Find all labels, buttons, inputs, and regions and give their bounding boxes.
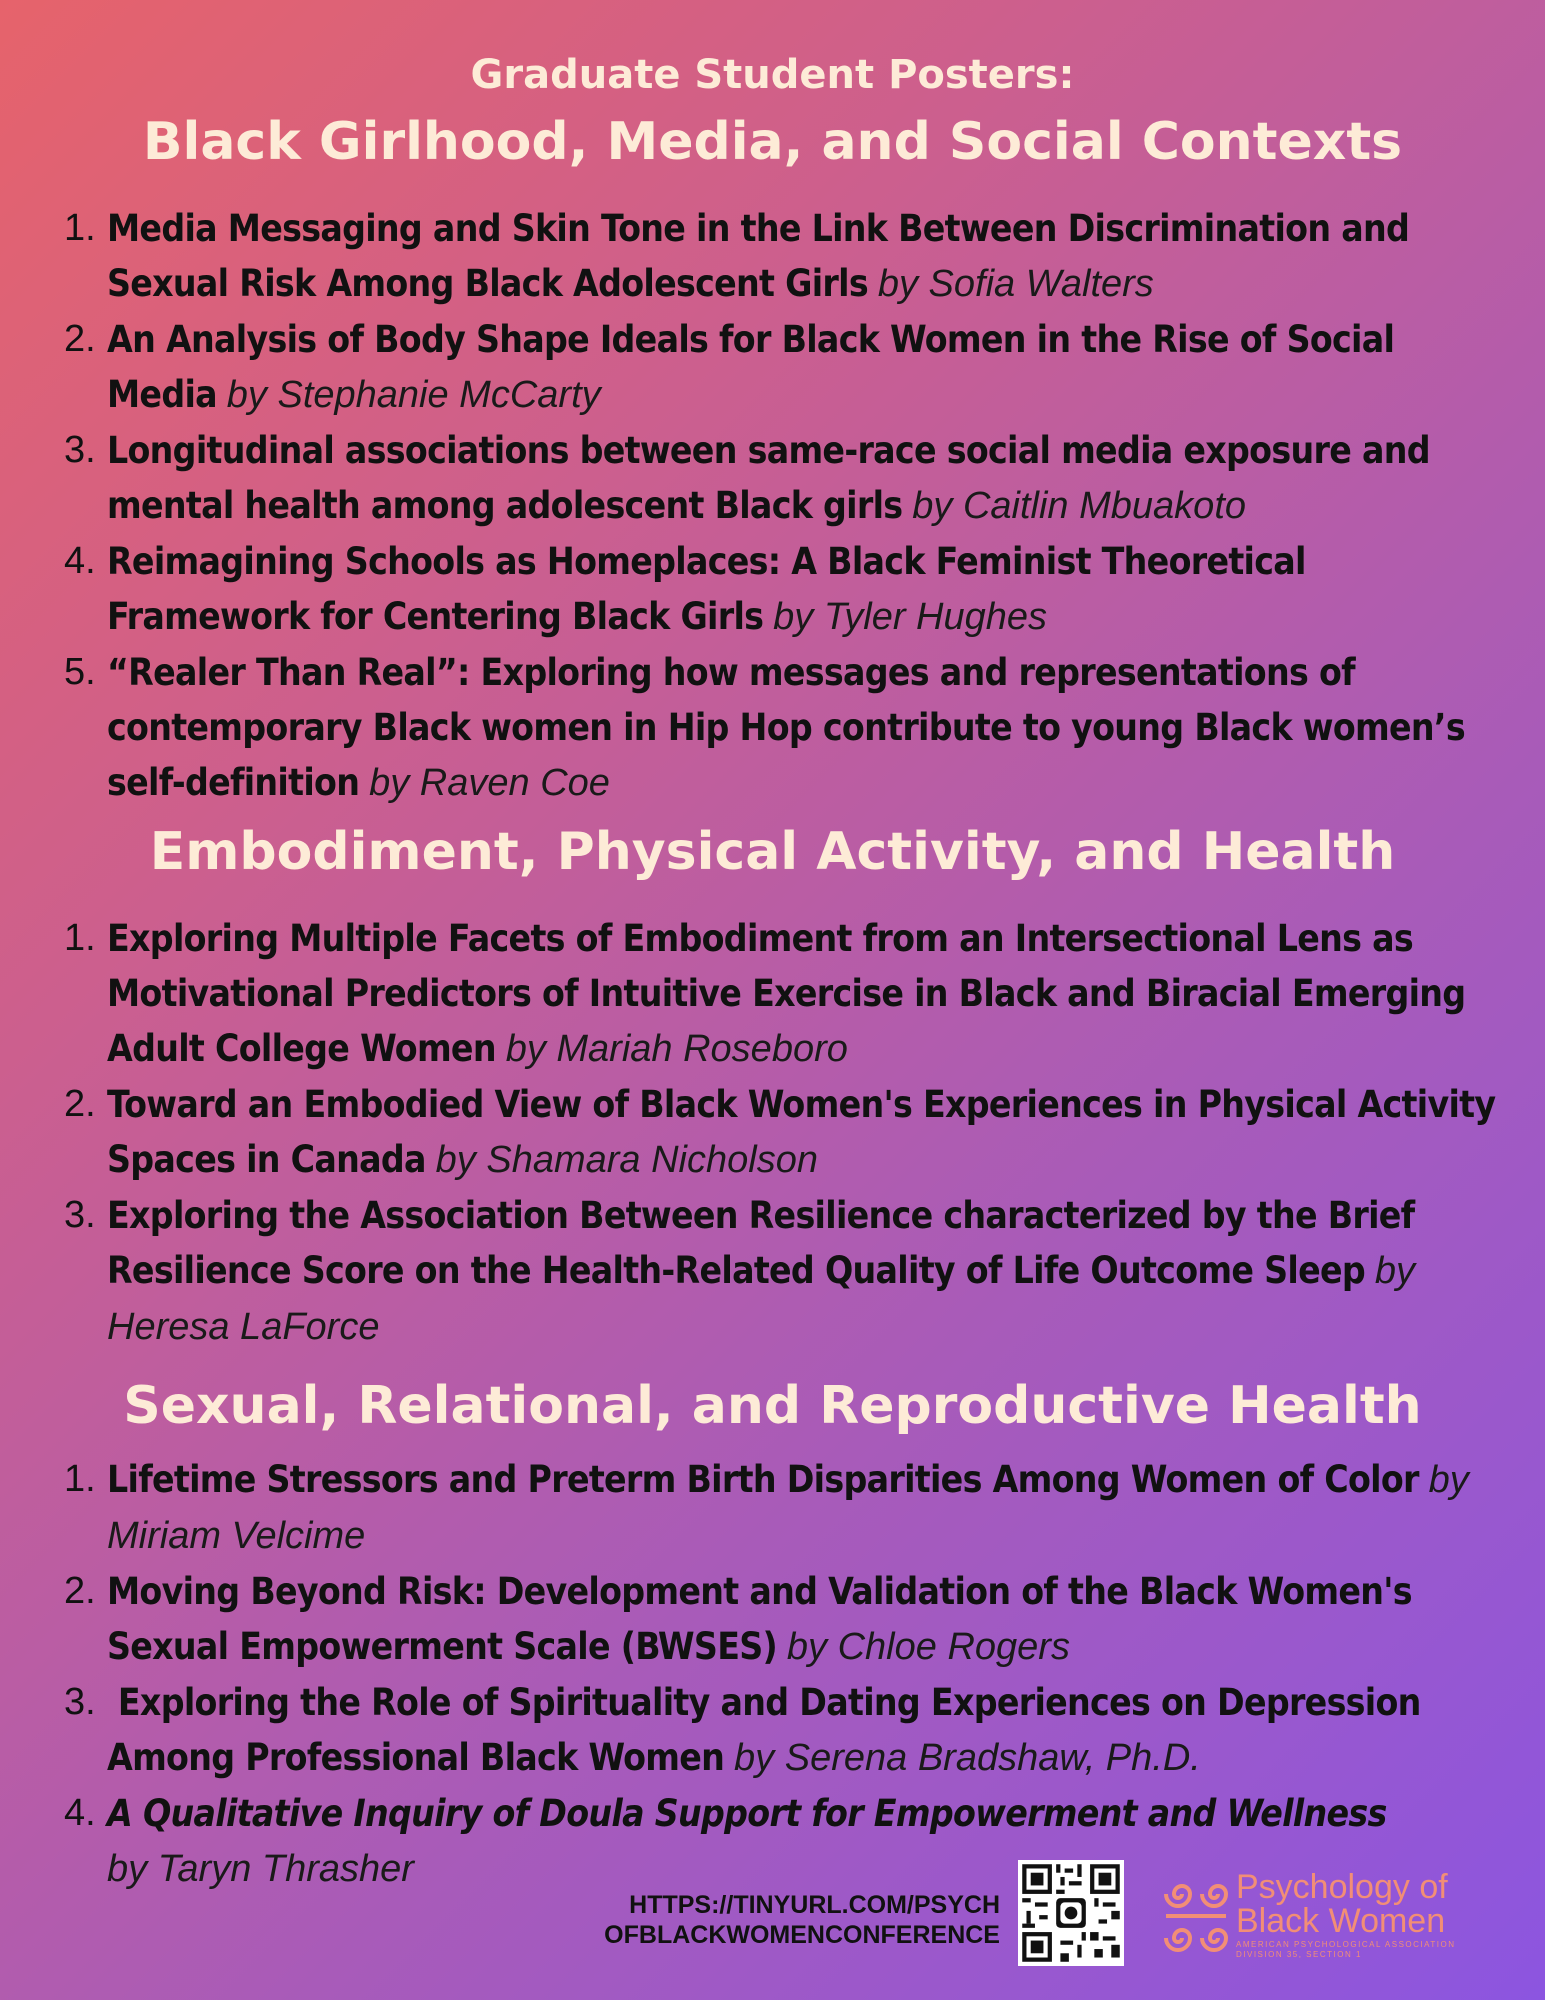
poster-author: by Shamara Nicholson: [435, 1139, 818, 1181]
list-item: [0, 645, 1507, 811]
section-heading-sexual-health: Sexual, Relational, and Reproductive Health: [123, 1376, 1422, 1436]
poster-author: by Heresa LaForce: [107, 1250, 1416, 1348]
poster-title-text: Lifetime Stressors and Preterm Birth Disparities Among Women of Color: [107, 1458, 1419, 1501]
list-item: [0, 201, 1507, 312]
poster-title-text: Exploring the Association Between Resilience characterized by the Brief Resilience Score on the Health-Related Quality of Life Outcome Sleep: [107, 1194, 1415, 1292]
poster-list-embodiment: [0, 911, 1545, 1355]
item-number: 4.: [64, 1792, 96, 1834]
url-line-1: HTTPS://TINYURL.COM/PSYCH: [629, 1891, 1000, 1919]
poster-title-text: Exploring the Role of Spirituality and Dating Experiences on Depression Among Professional Black Women: [107, 1681, 1432, 1779]
list-item: [0, 423, 1507, 534]
poster-title-text: Longitudinal associations between same-race social media exposure and mental health among adolescent Black girls: [107, 429, 1430, 527]
item-number: 1.: [64, 1458, 96, 1500]
poster-title-text: Media Messaging and Skin Tone in the Link Between Discrimination and Sexual Risk Among Black Adolescent Girls: [107, 207, 1410, 305]
item-number: 2.: [64, 1083, 96, 1125]
poster-title-text: Exploring Multiple Facets of Embodiment from an Intersectional Lens as Motivational Predictors of Intuitive Exercise in Black and Biracial Emerging Adult College Women: [107, 917, 1466, 1070]
poster-title-text: “Realer Than Real”: Exploring how messages and representations of contemporary Black women in Hip Hop contribute to young Black women’s self-definition: [107, 651, 1465, 804]
poster-title-text: An Analysis of Body Shape Ideals for Black Women in the Rise of Social Media: [107, 318, 1395, 416]
poster-author: by Raven Coe: [369, 762, 610, 804]
item-number: 3.: [64, 1681, 96, 1723]
poster-title-text: Moving Beyond Risk: Development and Validation of the Black Women's Sexual Empowerment Scale (BWSES): [107, 1570, 1412, 1668]
list-item: [0, 1452, 1507, 1564]
section-heading-black-girlhood: Black Girlhood, Media, and Social Contexts: [142, 112, 1403, 172]
logo-subtitle-line-2: DIVISION 35, SECTION 1: [1236, 1950, 1362, 1959]
logo-wordmark: [1236, 1870, 1448, 1938]
poster-list-black-girlhood: [0, 201, 1545, 811]
poster-author: by Mariah Roseboro: [505, 1028, 848, 1070]
poster-author: by Chloe Rogers: [786, 1626, 1070, 1668]
logo-subtitle-line-1: AMERICAN PSYCHOLOGICAL ASSOCIATION: [1236, 1940, 1456, 1949]
poster-author: by Sofia Walters: [877, 263, 1154, 305]
list-item: [0, 911, 1507, 1077]
item-number: 2.: [64, 1570, 96, 1612]
logo-subtitle: [1236, 1940, 1455, 1960]
poster-author: by Serena Bradshaw, Ph.D.: [734, 1737, 1201, 1779]
item-number: 4.: [64, 540, 96, 582]
list-item: [0, 1675, 1507, 1786]
poster-title-text: A Qualitative Inquiry of Doula Support for Empowerment and Wellness: [107, 1792, 1387, 1835]
conference-url-link[interactable]: [560, 1890, 1000, 1950]
url-line-2: OFBLACKWOMENCONFERENCE: [604, 1921, 1000, 1949]
item-number: 5.: [64, 651, 96, 693]
list-item: [0, 312, 1507, 423]
item-number: 2.: [64, 318, 96, 360]
list-item: [0, 1188, 1507, 1355]
list-item: [0, 534, 1507, 645]
poster-author: by Caitlin Mbuakoto: [912, 485, 1247, 527]
poster-title-text: Reimagining Schools as Homeplaces: A Black Feminist Theoretical Framework for Centering Black Girls: [107, 540, 1306, 638]
psychology-of-black-women-logo: [1160, 1870, 1490, 1970]
poster-author: by Taryn Thrasher: [107, 1848, 414, 1890]
logo-line-1: Psychology of: [1236, 1868, 1448, 1906]
poster-list-sexual-health: [0, 1452, 1545, 1897]
item-number: 3.: [64, 1194, 96, 1236]
item-number: 1.: [64, 917, 96, 959]
qr-code-icon[interactable]: [1018, 1860, 1124, 1966]
poster-title-text: Toward an Embodied View of Black Women's Experiences in Physical Activity Spaces in Canada: [107, 1083, 1496, 1181]
poster-author: by Stephanie McCarty: [226, 374, 601, 416]
spiral-logo-icon: [1160, 1876, 1232, 1956]
section-heading-embodiment: Embodiment, Physical Activity, and Health: [149, 822, 1396, 882]
poster-author: by Miriam Velcime: [107, 1459, 1469, 1557]
poster-author: by Tyler Hughes: [773, 596, 1048, 638]
poster-title: Graduate Student Posters:: [470, 52, 1075, 98]
list-item: [0, 1564, 1507, 1675]
item-number: 1.: [64, 207, 96, 249]
list-item: [0, 1077, 1507, 1188]
item-number: 3.: [64, 429, 96, 471]
logo-line-2: Black Women: [1236, 1902, 1446, 1940]
